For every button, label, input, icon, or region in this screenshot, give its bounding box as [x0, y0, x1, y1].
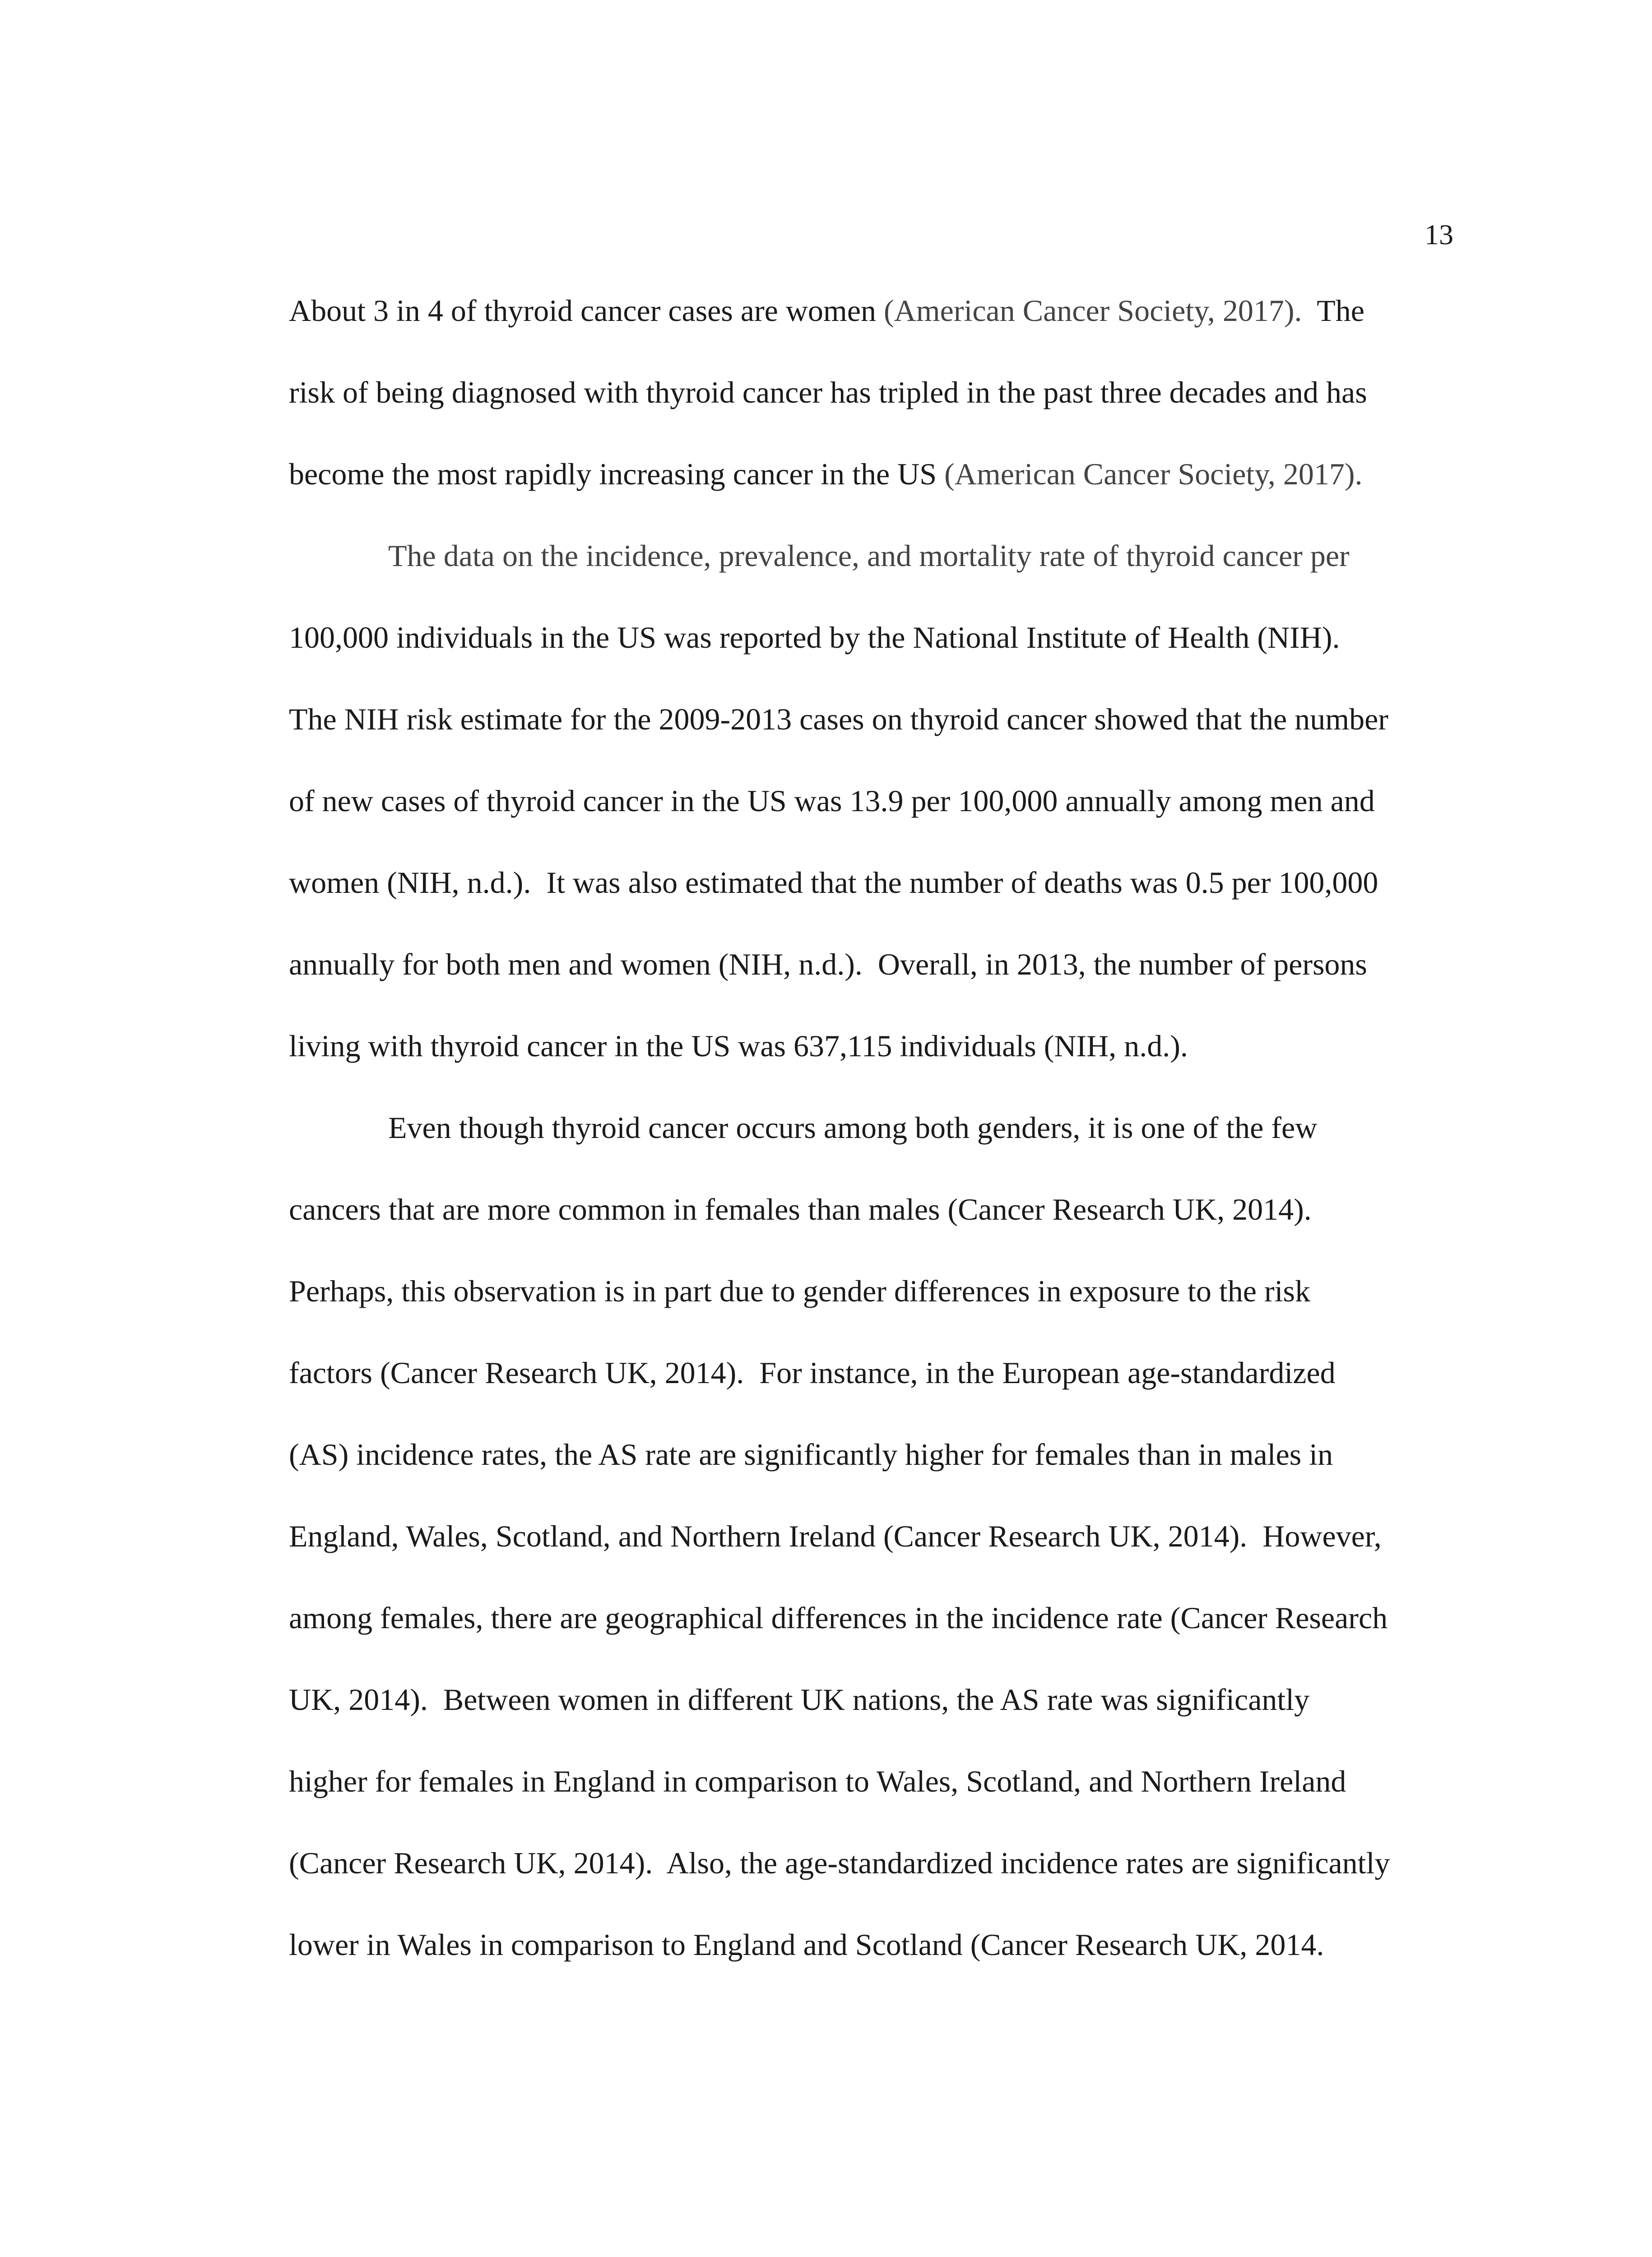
text-line: UK, 2014). Between women in different UK nations, the AS rate was significantly — [289, 1682, 1310, 1717]
citation: (American Cancer Society, 2017). — [944, 457, 1363, 491]
text-line: 100,000 individuals in the US was reported by the National Institute of Health (NIH). — [289, 620, 1340, 655]
text-line: factors (Cancer Research UK, 2014). For instance, in the European age-standardized — [289, 1356, 1336, 1390]
text-line: lower in Wales in comparison to England and Scotland (Cancer Research UK, 2014. — [289, 1927, 1324, 1962]
text-line: The data on the incidence, prevalence, and mortality rate of thyroid cancer per — [388, 539, 1350, 573]
text-line: higher for females in England in comparison to Wales, Scotland, and Northern Ireland — [289, 1764, 1346, 1798]
paragraph-1 — [289, 270, 1462, 515]
text-line: among females, there are geographical differences in the incidence rate (Cancer Research — [289, 1601, 1388, 1635]
text-line: cancers that are more common in females than males (Cancer Research UK, 2014). — [289, 1192, 1312, 1226]
text-line: Even though thyroid cancer occurs among both genders, it is one of the few — [388, 1110, 1318, 1145]
body-text — [289, 270, 1462, 1986]
text-line: risk of being diagnosed with thyroid cancer has tripled in the past three decades and has — [289, 375, 1367, 409]
text-line: (Cancer Research UK, 2014). Also, the age-standardized incidence rates are significantly — [289, 1846, 1390, 1880]
citation: (American Cancer Society, 2017). — [884, 293, 1302, 328]
text-line: living with thyroid cancer in the US was 637,115 individuals (NIH, n.d.). — [289, 1029, 1188, 1063]
text-line — [289, 433, 1462, 515]
text-run: About 3 in 4 of thyroid cancer cases are women — [289, 293, 884, 328]
text-line: (AS) incidence rates, the AS rate are significantly higher for females than in males in — [289, 1437, 1333, 1472]
text-line: annually for both men and women (NIH, n.d.). Overall, in 2013, the number of persons — [289, 947, 1367, 981]
text-line: women (NIH, n.d.). It was also estimated that the number of deaths was 0.5 per 100,000 — [289, 865, 1378, 900]
paragraph-3 — [289, 1087, 1462, 1986]
page-number: 13 — [1425, 218, 1453, 251]
paragraph-2 — [289, 515, 1462, 1087]
text-run: become the most rapidly increasing cancer in the US — [289, 457, 945, 491]
text-line: England, Wales, Scotland, and Northern Ireland (Cancer Research UK, 2014). However, — [289, 1519, 1382, 1553]
text-line — [289, 270, 1462, 352]
text-line: The NIH risk estimate for the 2009-2013 cases on thyroid cancer showed that the number — [289, 702, 1388, 736]
text-line: Perhaps, this observation is in part due to gender differences in exposure to the risk — [289, 1274, 1310, 1308]
text-line: of new cases of thyroid cancer in the US was 13.9 per 100,000 annually among men and — [289, 784, 1375, 818]
text-run: The — [1302, 293, 1364, 328]
